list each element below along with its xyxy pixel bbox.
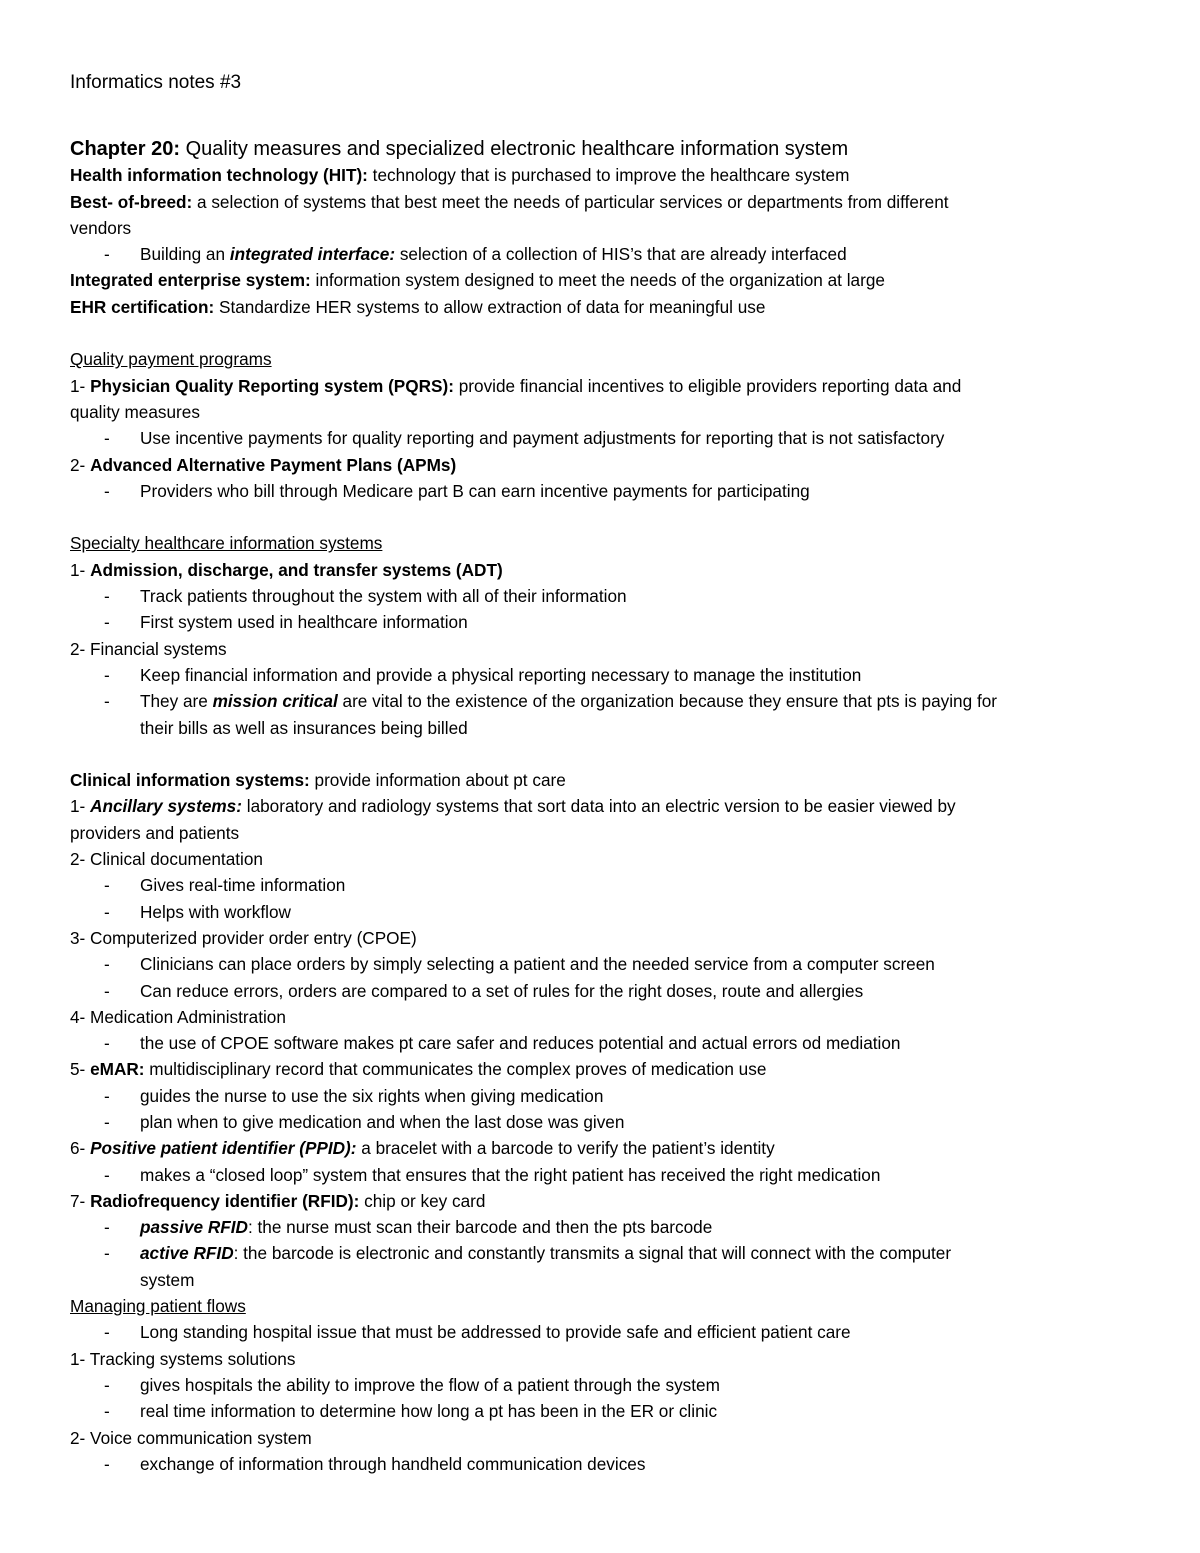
specialty-bullet-2a: - Keep financial information and provide a physical reporting necessary to manage the institution bbox=[104, 664, 862, 685]
clinical-item-2: 2- Clinical documentation bbox=[70, 849, 263, 870]
qpp-bullet-1: - Use incentive payments for quality reporting and payment adjustments for reporting that is not satisfactory bbox=[104, 428, 945, 449]
clinical-bullet-2a: - Gives real-time information bbox=[104, 875, 346, 896]
flows-item-2: 2- Voice communication system bbox=[70, 1427, 312, 1448]
qpp-item-1: 1- Physician Quality Reporting system (PQRS): provide financial incentives to eligible providers reporting data and bbox=[70, 375, 962, 396]
chapter-heading: Chapter 20: Quality measures and specialized electronic healthcare information system bbox=[70, 138, 849, 160]
clinical-bullet-3a: - Clinicians can place orders by simply selecting a patient and the needed service from a computer screen bbox=[104, 954, 935, 975]
specialty-bullet-1a: - Track patients throughout the system with all of their information bbox=[104, 586, 627, 607]
flows-bullet-0: - Long standing hospital issue that must be addressed to provide safe and efficient patient care bbox=[104, 1322, 851, 1343]
clinical-item-1: 1- Ancillary systems: laboratory and radiology systems that sort data into an electric version to be easier viewed by bbox=[70, 796, 956, 817]
clinical-bullet-5a: - guides the nurse to use the six rights when giving medication bbox=[104, 1085, 604, 1106]
clinical-bullet-5b: - plan when to give medication and when the last dose was given bbox=[104, 1111, 625, 1132]
section-heading-specialty: Specialty healthcare information systems bbox=[70, 533, 383, 554]
qpp-bullet-2: - Providers who bill through Medicare part B can earn incentive payments for participating bbox=[104, 480, 810, 501]
specialty-bullet-1b: - First system used in healthcare information bbox=[104, 612, 468, 633]
specialty-item-1: 1- Admission, discharge, and transfer systems (ADT) bbox=[70, 559, 503, 580]
clinical-item-6: 6- Positive patient identifier (PPID): a bracelet with a barcode to verify the patient’s identity bbox=[70, 1138, 775, 1159]
clinical-item-1-cont: providers and patients bbox=[70, 822, 240, 843]
specialty-item-2: 2- Financial systems bbox=[70, 638, 227, 659]
clinical-item-4: 4- Medication Administration bbox=[70, 1006, 286, 1027]
clinical-item-3: 3- Computerized provider order entry (CPOE) bbox=[70, 927, 417, 948]
qpp-item-1-cont: quality measures bbox=[70, 401, 200, 422]
bullet-integrated-interface: - Building an integrated interface: selection of a collection of HIS’s that are already interfaced bbox=[104, 244, 847, 265]
document-body bbox=[70, 136, 1160, 1477]
def-integrated-enterprise: Integrated enterprise system: information system designed to meet the needs of the organization at large bbox=[70, 270, 885, 291]
flows-item-1: 1- Tracking systems solutions bbox=[70, 1348, 296, 1369]
def-ehr-certification: EHR certification: Standardize HER systems to allow extraction of data for meaningful use bbox=[70, 296, 766, 317]
section-heading-flows: Managing patient flows bbox=[70, 1296, 246, 1317]
clinical-bullet-7a: - passive RFID: the nurse must scan their barcode and then the pts barcode bbox=[104, 1217, 713, 1238]
clinical-bullet-2b: - Helps with workflow bbox=[104, 901, 291, 922]
section-heading-clinical: Clinical information systems: provide information about pt care bbox=[70, 770, 566, 791]
section-heading-qpp: Quality payment programs bbox=[70, 349, 272, 370]
flows-bullet-1b: - real time information to determine how long a pt has been in the ER or clinic bbox=[104, 1401, 718, 1422]
clinical-bullet-6a: - makes a “closed loop” system that ensures that the right patient has received the right medication bbox=[104, 1164, 881, 1185]
clinical-bullet-3b: - Can reduce errors, orders are compared to a set of rules for the right doses, route and allergies bbox=[104, 980, 864, 1001]
specialty-bullet-2b: - They are mission critical are vital to the existence of the organization because they ensure that pts is paying for bbox=[104, 691, 998, 712]
qpp-item-2: 2- Advanced Alternative Payment Plans (APMs) bbox=[70, 454, 457, 475]
clinical-item-5: 5- eMAR: multidisciplinary record that communicates the complex proves of medication use bbox=[70, 1059, 767, 1080]
clinical-bullet-7b-cont: system bbox=[140, 1269, 195, 1290]
spacer bbox=[70, 320, 1160, 346]
def-best-of-breed: Best- of-breed: a selection of systems that best meet the needs of particular services or departments from different bbox=[70, 191, 949, 212]
def-best-of-breed-cont: vendors bbox=[70, 217, 132, 238]
spacer bbox=[70, 504, 1160, 530]
clinical-item-7: 7- Radiofrequency identifier (RFID): chip or key card bbox=[70, 1190, 486, 1211]
def-hit: Health information technology (HIT): technology that is purchased to improve the healthcare system bbox=[70, 165, 850, 186]
clinical-bullet-4a: - the use of CPOE software makes pt care safer and reduces potential and actual errors od mediation bbox=[104, 1033, 901, 1054]
spacer bbox=[70, 741, 1160, 767]
flows-bullet-2a: - exchange of information through handheld communication devices bbox=[104, 1453, 646, 1474]
clinical-bullet-7b: - active RFID: the barcode is electronic and constantly transmits a signal that will connect with the computer bbox=[104, 1243, 952, 1264]
flows-bullet-1a: - gives hospitals the ability to improve the flow of a patient through the system bbox=[104, 1374, 720, 1395]
specialty-bullet-2b-cont: their bills as well as insurances being billed bbox=[140, 717, 468, 738]
document-title: Informatics notes #3 bbox=[70, 72, 242, 93]
